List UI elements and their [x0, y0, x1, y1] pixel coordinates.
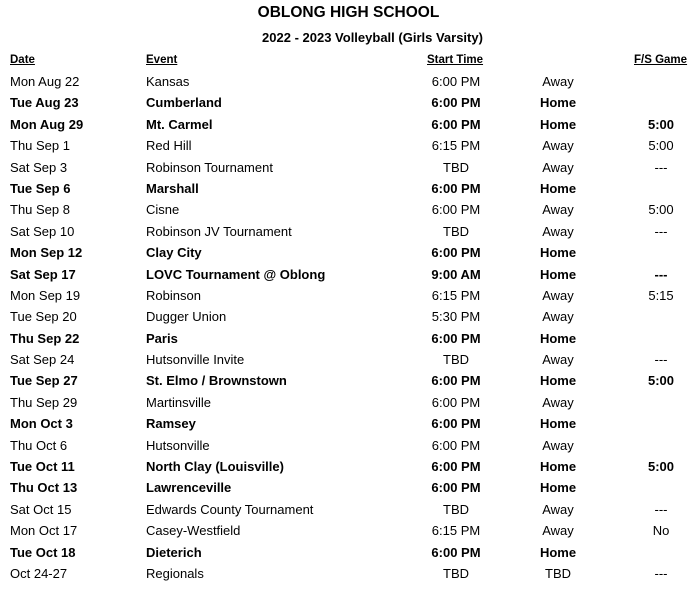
- cell-location: Away: [542, 352, 574, 368]
- cell-start-time: 6:00 PM: [431, 330, 481, 346]
- cell-event: Martinsville: [146, 394, 212, 410]
- header-date: Date: [10, 54, 35, 66]
- cell-location: Home: [539, 416, 577, 432]
- cell-start-time: 6:00 PM: [431, 116, 481, 132]
- table-row: [0, 457, 697, 478]
- header-start-time: Start Time: [427, 54, 484, 66]
- cell-date: Tue Sep 27: [10, 373, 78, 389]
- table-row: [0, 222, 697, 243]
- cell-location: Home: [539, 544, 577, 560]
- cell-start-time: 6:15 PM: [431, 523, 481, 539]
- cell-start-time: 5:30 PM: [431, 309, 481, 325]
- cell-date: Thu Sep 8: [10, 202, 70, 218]
- cell-start-time: TBD: [443, 352, 469, 368]
- cell-start-time: 6:15 PM: [431, 138, 481, 154]
- table-row: [0, 414, 697, 435]
- cell-date: Mon Sep 12: [10, 245, 83, 261]
- cell-start-time: 6:00 PM: [431, 544, 481, 560]
- cell-event: Marshall: [146, 180, 199, 196]
- cell-location: TBD: [545, 565, 571, 581]
- table-row: [0, 72, 697, 93]
- cell-date: Thu Oct 6: [10, 437, 68, 453]
- cell-date: Sat Oct 15: [10, 501, 72, 517]
- cell-event: Clay City: [146, 245, 202, 261]
- cell-fs-game: ---: [654, 223, 668, 239]
- cell-start-time: 6:15 PM: [431, 287, 481, 303]
- cell-location: Away: [542, 394, 574, 410]
- cell-start-time: 6:00 PM: [431, 437, 481, 453]
- cell-start-time: TBD: [443, 159, 469, 175]
- cell-date: Tue Sep 20: [10, 309, 77, 325]
- cell-date: Mon Aug 29: [10, 116, 84, 132]
- table-row: [0, 136, 697, 157]
- cell-fs-game: ---: [654, 159, 668, 175]
- table-row: [0, 243, 697, 264]
- cell-location: Away: [542, 159, 574, 175]
- table-row: [0, 307, 697, 328]
- cell-fs-game: ---: [654, 565, 668, 581]
- cell-event: Dieterich: [146, 544, 202, 560]
- cell-event: Kansas: [146, 74, 190, 89]
- cell-location: Home: [539, 459, 577, 475]
- cell-date: Thu Oct 13: [10, 480, 78, 496]
- cell-location: Home: [539, 266, 577, 282]
- cell-date: Mon Oct 17: [10, 523, 78, 539]
- table-row: [0, 329, 697, 350]
- cell-start-time: 6:00 PM: [431, 95, 481, 111]
- cell-fs-game: 5:00: [647, 373, 675, 389]
- cell-event: Robinson JV Tournament: [146, 223, 292, 239]
- table-row: [0, 543, 697, 564]
- cell-event: Hutsonville Invite: [146, 352, 245, 368]
- cell-location: Home: [539, 480, 577, 496]
- season-subtitle: 2022 - 2023 Volleyball (Girls Varsity): [262, 30, 483, 45]
- table-row: [0, 265, 697, 286]
- cell-fs-game: 5:00: [647, 116, 675, 132]
- table-row: [0, 371, 697, 392]
- cell-event: Ramsey: [146, 416, 196, 432]
- table-row: [0, 436, 697, 457]
- cell-event: Edwards County Tournament: [146, 501, 314, 517]
- table-row: [0, 564, 697, 585]
- cell-location: Home: [539, 116, 577, 132]
- cell-start-time: 9:00 AM: [431, 266, 481, 282]
- cell-date: Sat Sep 3: [10, 159, 68, 175]
- cell-event: Robinson: [146, 287, 201, 303]
- cell-start-time: TBD: [443, 223, 469, 239]
- cell-event: St. Elmo / Brownstown: [146, 373, 287, 389]
- cell-event: Regionals: [146, 565, 204, 581]
- table-row: [0, 478, 697, 499]
- cell-event: Hutsonville: [146, 437, 210, 453]
- table-row: [0, 93, 697, 114]
- cell-location: Home: [539, 330, 577, 346]
- table-row: [0, 115, 697, 136]
- cell-start-time: TBD: [443, 501, 469, 517]
- cell-event: LOVC Tournament @ Oblong: [146, 266, 326, 282]
- cell-event: Mt. Carmel: [146, 116, 213, 132]
- cell-fs-game: ---: [654, 352, 668, 368]
- cell-date: Thu Sep 1: [10, 138, 70, 154]
- cell-date: Sat Sep 10: [10, 223, 75, 239]
- cell-fs-game: ---: [654, 501, 668, 517]
- cell-start-time: 6:00 PM: [431, 74, 481, 89]
- cell-date: Mon Oct 3: [10, 416, 73, 432]
- cell-location: Away: [542, 501, 574, 517]
- table-row: [0, 158, 697, 179]
- cell-fs-game: 5:00: [648, 138, 674, 154]
- cell-date: Thu Sep 22: [10, 330, 80, 346]
- table-row: [0, 350, 697, 371]
- cell-start-time: 6:00 PM: [431, 245, 481, 261]
- cell-location: Home: [539, 95, 577, 111]
- cell-date: Tue Sep 6: [10, 180, 71, 196]
- table-row: [0, 200, 697, 221]
- cell-location: Away: [542, 223, 574, 239]
- cell-location: Away: [542, 287, 574, 303]
- cell-event: Cumberland: [146, 95, 222, 111]
- cell-date: Sat Sep 17: [10, 266, 76, 282]
- cell-start-time: 6:00 PM: [431, 394, 481, 410]
- cell-start-time: 6:00 PM: [431, 373, 481, 389]
- table-row: [0, 393, 697, 414]
- cell-date: Oct 24-27: [10, 565, 68, 581]
- cell-event: Casey-Westfield: [146, 523, 241, 539]
- cell-start-time: 6:00 PM: [431, 459, 481, 475]
- cell-event: Red Hill: [146, 138, 192, 154]
- cell-location: Away: [542, 437, 574, 453]
- cell-start-time: 6:00 PM: [431, 416, 481, 432]
- header-fs-game: F/S Game: [634, 54, 688, 66]
- cell-location: Away: [542, 202, 574, 218]
- cell-fs-game: No: [652, 523, 670, 539]
- cell-fs-game: 5:00: [647, 459, 675, 475]
- cell-event: Dugger Union: [146, 309, 227, 325]
- table-row: [0, 286, 697, 307]
- cell-location: Away: [542, 523, 574, 539]
- cell-date: Tue Oct 11: [10, 459, 75, 475]
- school-title: OBLONG HIGH SCHOOL: [257, 4, 440, 21]
- cell-event: North Clay (Louisville): [146, 459, 284, 475]
- cell-event: Robinson Tournament: [146, 159, 273, 175]
- cell-location: Home: [539, 373, 577, 389]
- cell-date: Sat Sep 24: [10, 352, 75, 368]
- header-event: Event: [146, 54, 178, 66]
- cell-date: Thu Sep 29: [10, 394, 78, 410]
- schedule-table: [0, 72, 697, 585]
- cell-fs-game: 5:15: [648, 287, 674, 303]
- cell-start-time: 6:00 PM: [431, 480, 481, 496]
- cell-start-time: TBD: [443, 565, 469, 581]
- cell-location: Away: [542, 138, 574, 154]
- cell-date: Tue Oct 18: [10, 544, 76, 560]
- cell-event: Cisne: [146, 202, 180, 218]
- cell-event: Paris: [146, 330, 178, 346]
- cell-date: Mon Sep 19: [10, 287, 81, 303]
- cell-location: Away: [542, 309, 574, 325]
- cell-event: Lawrenceville: [146, 480, 232, 496]
- cell-fs-game: 5:00: [648, 202, 674, 218]
- cell-location: Home: [539, 180, 577, 196]
- cell-start-time: 6:00 PM: [431, 202, 481, 218]
- cell-start-time: 6:00 PM: [431, 180, 481, 196]
- table-row: [0, 521, 697, 542]
- table-row: [0, 500, 697, 521]
- cell-date: Mon Aug 22: [10, 74, 80, 89]
- cell-fs-game: ---: [654, 266, 668, 282]
- cell-location: Away: [542, 74, 574, 89]
- cell-location: Home: [539, 245, 577, 261]
- table-row: [0, 179, 697, 200]
- cell-date: Tue Aug 23: [10, 95, 79, 111]
